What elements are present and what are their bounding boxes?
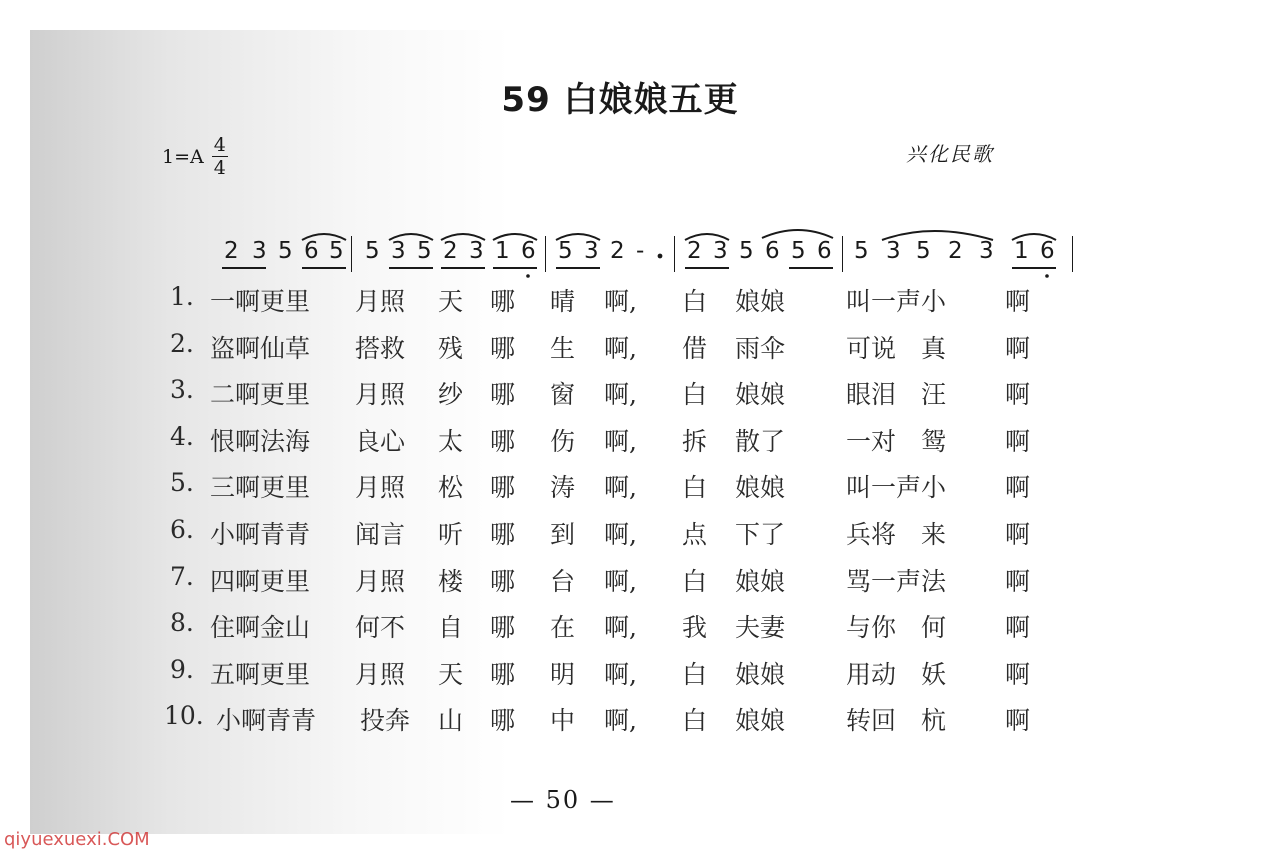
note: 3 [713,238,728,264]
note: 3 [391,238,406,264]
time-signature [212,136,228,178]
lyric-word: 啊, [604,706,637,736]
lyric-word: 在 [550,613,576,643]
lyric-word: 眼泪 汪 [846,380,947,410]
lyric-word: 啊 [1005,519,1031,549]
lyric-word: 哪 [490,519,516,549]
note: 1 [1014,238,1029,264]
note: 5 [791,238,806,264]
note: 6 [817,238,832,264]
lyric-line [170,515,1070,562]
lyric-word: 到 [550,519,576,549]
lyric-word: 小啊青青 [210,519,311,549]
lyric-word: 哪 [490,287,516,316]
note: 2 [224,238,239,264]
dot-mark [658,254,663,259]
lyric-word: 搭救 [355,333,406,363]
key-signature [162,136,228,178]
lyric-word: 哪 [490,706,516,736]
note: 5 [365,238,380,264]
lyric-word: 五啊更里 [210,659,311,689]
lyric-word: 哪 [490,333,516,363]
lyric-word: 下了 [735,519,786,549]
lyric-word: 明 [550,659,576,689]
lyric-word: 点 [682,519,708,549]
lyric-line [170,608,1070,655]
lyric-word: 啊, [604,287,637,316]
lyric-word: 投奔 [360,706,411,736]
verse-number: 4. [170,421,194,451]
watermark: qiyuexuexi.COM [4,829,150,850]
lyric-word: 伤 [550,426,576,456]
note: 3 [252,238,267,264]
lyric-word: 哪 [490,659,516,689]
tonality: 1=A [162,146,204,168]
note: 5 [739,238,754,264]
lyric-word: 白 [682,473,708,503]
lyric-word: 哪 [490,426,516,456]
lyric-word: 啊 [1005,706,1031,736]
lyric-line [170,562,1070,609]
lyric-word: 良心 [355,426,406,456]
lyric-word: 骂一声法 [846,566,947,596]
note: 6 [1040,238,1055,264]
lyrics-block [164,282,1070,748]
page-number: — 50 — [510,786,616,814]
lyric-word: 啊 [1005,287,1031,316]
lyric-word: 娘娘 [735,659,786,689]
low-octave-dot [526,274,530,278]
lyric-word: 娘娘 [735,566,786,596]
lyric-word: 闻言 [355,519,406,549]
lyric-word: 哪 [490,566,516,596]
lyric-line [170,329,1070,376]
verse-number: 2. [170,328,194,358]
lyric-word: 月照 [355,659,406,689]
note: 5 [278,238,293,264]
jianpu-notation [222,238,1082,278]
lyric-word: 听 [438,519,464,549]
lyric-word: 雨伞 [735,333,786,363]
lyric-word: 涛 [550,473,576,503]
note: 5 [558,238,573,264]
note: 2 [610,238,625,264]
low-octave-dot [1045,274,1049,278]
note: 6 [521,238,536,264]
lyric-line [170,468,1070,515]
lyric-word: 月照 [355,473,406,503]
lyric-word: 何不 [355,613,406,643]
lyric-word: 借 [682,333,708,363]
lyric-line [164,701,1070,748]
verse-number: 5. [170,468,194,498]
note: 3 [469,238,484,264]
lyric-word: 啊 [1005,333,1031,363]
note: 6 [765,238,780,264]
note: 5 [916,238,931,264]
lyric-word: 叫一声小 [846,287,947,316]
lyric-word: 自 [438,613,464,643]
note: 5 [417,238,432,264]
notation-marks [222,238,1082,282]
song-title: 59 白娘娘五更 [501,80,739,120]
lyric-word: 啊 [1005,380,1031,410]
lyric-word: 三啊更里 [210,473,311,503]
lyric-word: 啊 [1005,426,1031,456]
lyric-word: 一对 鸳 [846,426,947,456]
lyric-word: 拆 [682,426,708,456]
lyric-word: 啊, [604,426,637,456]
lyric-word: 我 [682,613,708,643]
lyric-word: 啊, [604,380,637,410]
lyric-word: 恨啊法海 [210,426,311,456]
note: 3 [584,238,599,264]
lyric-word: 台 [550,566,576,596]
lyric-word: 啊, [604,566,637,596]
lyric-word: 啊 [1005,566,1031,596]
lyric-line [170,655,1070,702]
lyric-word: 娘娘 [735,287,786,316]
lyric-word: 啊, [604,519,637,549]
note: 3 [979,238,994,264]
song-origin: 兴化民歌 [906,142,994,166]
lyric-word: 盗啊仙草 [210,333,311,363]
lyric-word: 与你 何 [846,613,947,643]
lyric-word: 一啊更里 [210,287,311,316]
dash: - [636,238,645,264]
note: 1 [495,238,510,264]
lyric-word: 啊, [604,659,637,689]
note: 5 [854,238,869,264]
lyric-word: 二啊更里 [210,380,311,410]
note: 5 [329,238,344,264]
lyric-word: 啊, [604,333,637,363]
lyric-word: 楼 [438,566,464,596]
lyric-word: 用动 妖 [846,659,947,689]
lyric-word: 可说 真 [846,333,947,363]
lyric-word: 娘娘 [735,706,786,736]
verse-number: 1. [170,282,194,311]
note: 6 [304,238,319,264]
lyric-word: 哪 [490,613,516,643]
note: 2 [948,238,963,264]
lyric-word: 天 [438,659,464,689]
note: 3 [886,238,901,264]
lyric-word: 啊 [1005,613,1031,643]
lyric-word: 啊, [604,473,637,503]
lyric-word: 叫一声小 [846,473,947,503]
lyric-word: 白 [682,566,708,596]
lyric-word: 转回 杭 [846,706,947,736]
lyric-word: 山 [438,706,464,736]
lyric-word: 月照 [355,287,406,316]
lyric-line [170,375,1070,422]
lyric-word: 夫妻 [735,613,786,643]
lyric-word: 住啊金山 [210,613,311,643]
verse-number: 8. [170,608,194,638]
lyric-word: 月照 [355,380,406,410]
note: 2 [687,238,702,264]
lyric-word: 月照 [355,566,406,596]
lyric-word: 太 [438,426,464,456]
lyric-word: 小啊青青 [216,706,317,736]
lyric-line [170,422,1070,469]
lyric-word: 生 [550,333,576,363]
lyric-word: 纱 [438,380,464,410]
lyric-word: 散了 [735,426,786,456]
lyric-word: 哪 [490,380,516,410]
lyric-word: 啊 [1005,473,1031,503]
verse-number: 3. [170,375,194,405]
lyric-word: 白 [682,659,708,689]
time-signature-bottom: 4 [213,157,226,179]
lyric-word: 娘娘 [735,473,786,503]
lyric-word: 四啊更里 [210,566,311,596]
lyric-word: 窗 [550,380,576,410]
lyric-word: 白 [682,287,708,316]
lyric-word: 天 [438,287,464,316]
lyric-word: 啊, [604,613,637,643]
lyric-line [170,282,1070,329]
lyric-word: 娘娘 [735,380,786,410]
lyric-word: 晴 [550,287,576,316]
lyric-word: 白 [682,380,708,410]
verse-number: 9. [170,654,194,684]
verse-number: 10. [164,701,204,731]
lyric-word: 残 [438,333,464,363]
lyric-word: 白 [682,706,708,736]
verse-number: 7. [170,561,194,591]
time-signature-top: 4 [213,134,226,156]
lyric-word: 中 [550,706,576,736]
lyric-word: 兵将 来 [846,519,947,549]
note: 2 [443,238,458,264]
lyric-word: 哪 [490,473,516,503]
verse-number: 6. [170,514,194,544]
lyric-word: 松 [438,473,464,503]
lyric-word: 啊 [1005,659,1031,689]
